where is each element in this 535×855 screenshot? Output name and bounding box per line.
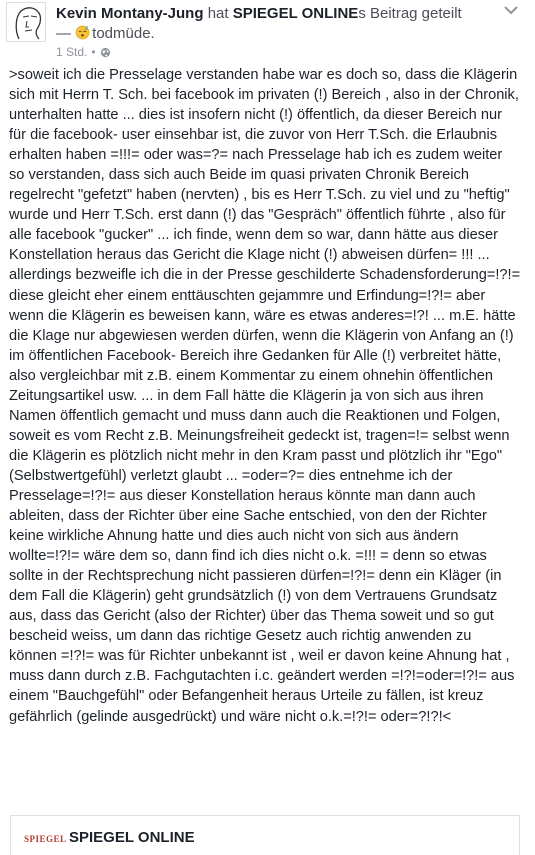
meta-dot: •: [91, 45, 96, 59]
sleepy-face-icon: [75, 25, 90, 40]
post-meta: [56, 44, 111, 60]
page-name[interactable]: SPIEGEL ONLINE: [232, 5, 359, 22]
feeling-text[interactable]: todmüde.: [92, 25, 155, 42]
shared-card-title[interactable]: SPIEGEL ONLINE: [69, 829, 195, 846]
share-line: [56, 4, 496, 44]
chevron-down-icon[interactable]: [501, 2, 521, 20]
globe-icon: [100, 47, 111, 58]
sketch-face-icon: [7, 3, 46, 42]
feeling-dash: —: [56, 25, 71, 42]
author-name[interactable]: Kevin Montany-Jung: [56, 5, 204, 22]
shared-link-card[interactable]: [10, 815, 520, 855]
post-header: [0, 0, 535, 64]
timestamp[interactable]: 1 Std.: [56, 45, 88, 59]
author-avatar[interactable]: [6, 2, 46, 42]
shared-suffix: s Beitrag geteilt: [358, 5, 462, 22]
spiegel-logo: SPIEGEL: [24, 834, 67, 844]
post-text: >soweit ich die Presselage verstanden habe war es doch so, dass die Klägerin sich mit Herrn T. Sch. bei facebook im privaten (!) Bereich , also in der Chronik, unterhalten hatte ... dies ist insofern nicht (!) öffentlich, da dieser Bereich nur für die facebook- user einsehbar ist, die zuvor von Herr T.Sch. die Erlaubnis erhalten haben =!!!= oder was=?= nach Presselage hab ich es zudem weiter so verstanden, dass sich auch Beide im quasi privaten Chronik Bereich regelrecht "gefetzt" haben (nervten) , bis es Herr T.Sch. zu viel und zu "heftig" wurde und Herr T.Sch. erst dann (!) das "Gespräch" öffentlich führte , also für alle facebook "gucker" ... ich finde, wenn dem so war, dann hätte aus dieser Konstellation heraus das Gericht die Klage nicht (!) abweisen dürfen= !!! ... allerdings bezweifle ich die in der Presse geschilderte Schadensforderung=!?!= diese gleicht eher einem enttäuschten gejammre und Erfindung=!?!= aber wenn die Klägerin es beweisen kann, wäre es etwas anderes=!?! ... m.E. hätte die Klage nur abgewiesen werden dürfen, wenn die Klägerin von Anfang an (!) im öffentlichen Facebook- Bereich ihre Gedanken für Alle (!) verbreitet hätte, also vergleichbar mit z.B. einem Kommentar zu einem ohnehin öffentlichen Zeitungsartikel usw. ... in dem Fall hätte die Klägerin ja von sich aus ihren Namen öffentlich gemacht und muss dann auch die Reaktionen und Folgen, soweit es vom Recht z.B. Meinungsfreiheit gedeckt ist, tragen=!= selbst wenn die Klägerin es plötzlich nicht mehr in den Kram passt und plötzlich ihr "Ego" (Selbstwertgefühl) verletzt glaubt ... =oder=?= dies entnehme ich der Presselage=!?!= aus dieser Konstellation heraus könnte man dann auch ableiten, dass der Richter über eine Sache entschied, von den der Richter keine wirkliche Ahnung hatte und dies auch nicht von sich aus ändern wollte=!?!= wäre dem so, dann find ich dies nicht o.k. =!!! = denn so etwas sollte in der Rechtsprechung nicht passieren dürfen=!?!= denn ein Kläger (in dem Fall die Klägerin) geht grundsätzlich (!) von dem Vertrauens Grundsatz aus, dass das Gericht (also der Richter) über das Thema soweit und so gut bescheid weiss, um dann das richtige Gesetz auch richtig anwenden zu können =!?!= was für Richter unbekannt ist , weil er davon keine Ahnung hat , muss dann durch z.B. Fachgutachten i.c. geändert werden =!?!=oder=!?!= aus einem "Bauchgefühl" oder Befangenheit heraus Urteile zu fällen, ist kreuz gefährlich (gelinde ausgedrückt) und wäre nicht o.k.=!?!= oder=?!?!<: [9, 67, 521, 725]
action-text: hat: [207, 5, 229, 22]
